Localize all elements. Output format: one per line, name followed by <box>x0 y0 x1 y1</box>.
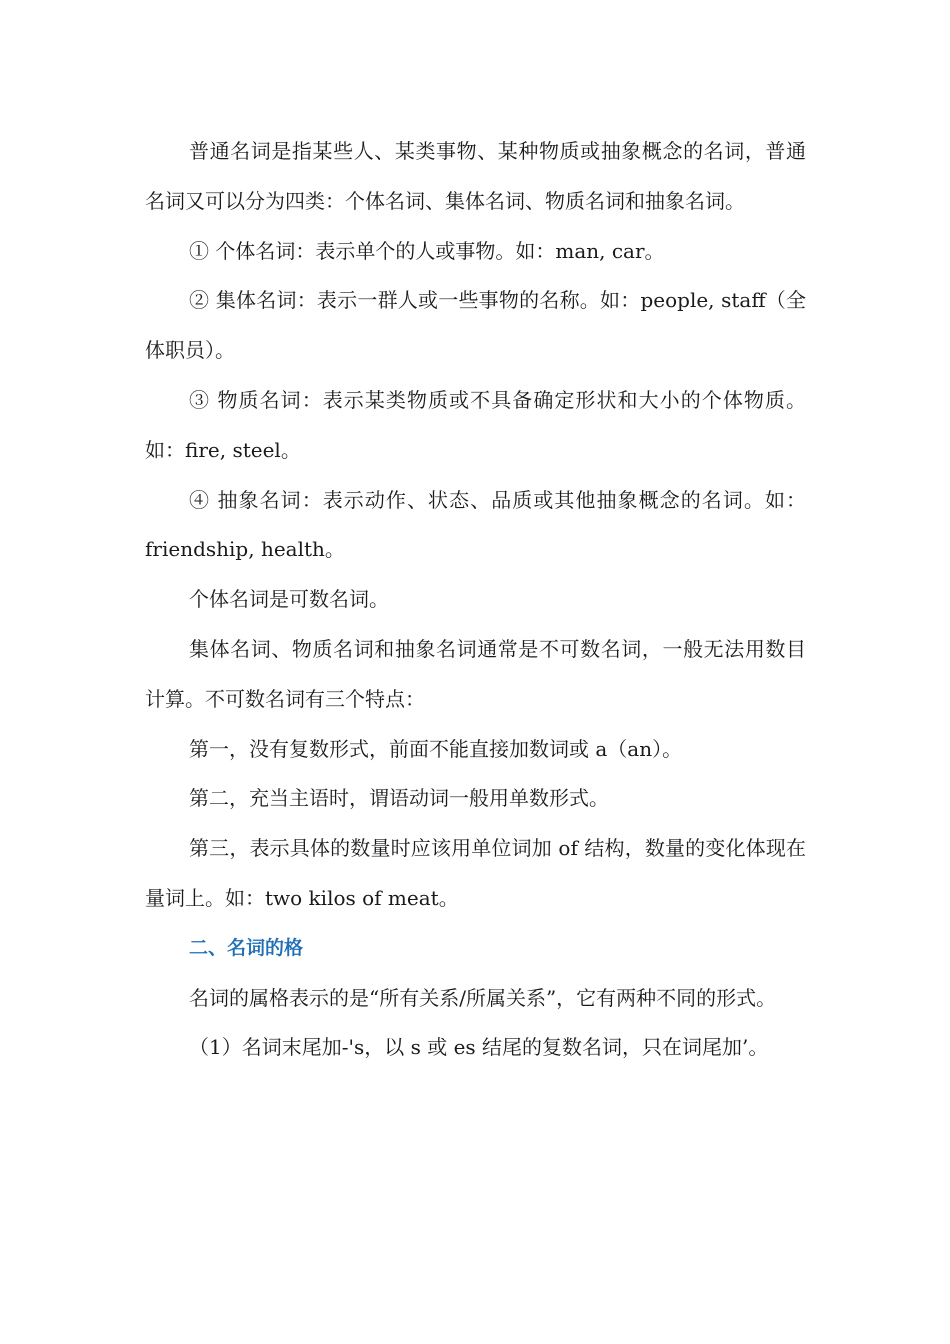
paragraph-feature-1: 第一，没有复数形式，前面不能直接加数词或 a（an）。 <box>189 736 683 761</box>
document-page <box>145 127 806 1073</box>
paragraph-feature-2: 第二，充当主语时，谓语动词一般用单数形式。 <box>189 786 609 811</box>
paragraph-uncountable: 集体名词、物质名词和抽象名词通常是不可数名词，一般无法用数目计算。不可数名词有三个特点： <box>145 636 806 711</box>
paragraph-intro: 普通名词是指某些人、某类事物、某种物质或抽象概念的名词，普通名词又可以分为四类：个体名词、集体名词、物质名词和抽象名词。 <box>145 139 806 213</box>
paragraph-collective-noun: ② 集体名词：表示一群人或一些事物的名称。如：people, staff（全体职员）。 <box>145 288 806 363</box>
paragraph-countable: 个体名词是可数名词。 <box>189 587 389 612</box>
paragraph-genitive-rule-1: （1）名词末尾加-'s，以 s 或 es 结尾的复数名词，只在词尾加’。 <box>189 1035 769 1060</box>
paragraph-genitive: 名词的属格表示的是“所有关系/所属关系”，它有两种不同的形式。 <box>189 985 777 1010</box>
paragraph-feature-3: 第三，表示具体的数量时应该用单位词加 of 结构，数量的变化体现在量词上。如：two kilos of meat。 <box>145 836 806 910</box>
paragraph-individual-noun: ① 个体名词：表示单个的人或事物。如：man, car。 <box>189 238 665 263</box>
paragraph-abstract-noun: ④ 抽象名词：表示动作、状态、品质或其他抽象概念的名词。如：friendship, health。 <box>145 487 806 562</box>
section-heading: 二、名词的格 <box>189 936 304 959</box>
paragraph-material-noun: ③ 物质名词：表示某类物质或不具备确定形状和大小的个体物质。如：fire, steel。 <box>145 387 806 462</box>
